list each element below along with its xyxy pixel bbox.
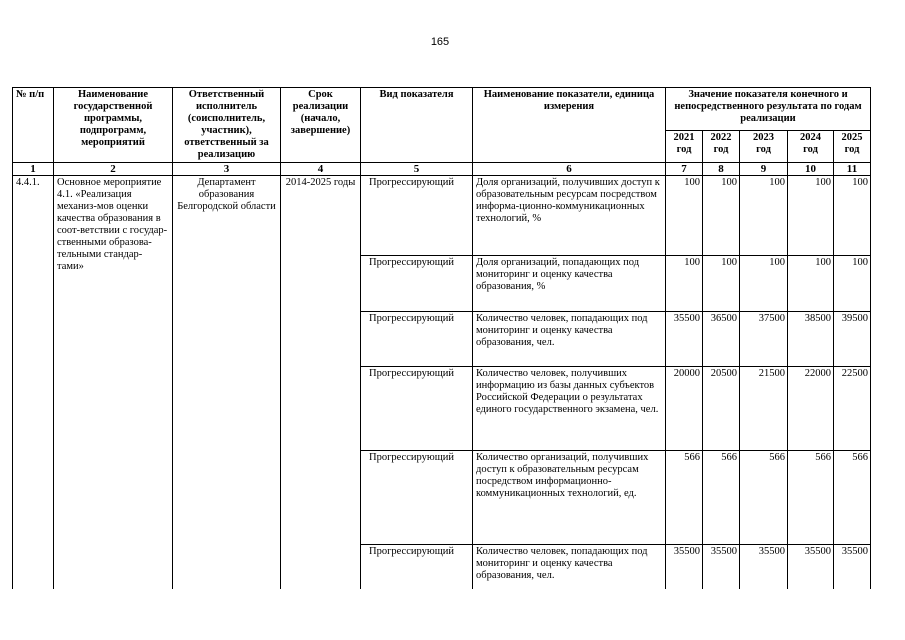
indicator-value: 22000	[788, 367, 834, 451]
indicator-value: 35500	[788, 545, 834, 589]
indicator-kind: Прогрессирующий	[361, 367, 473, 451]
item-name: Основное мероприятие 4.1. «Реализация механиз-мов оценки качества образования в соот-ветствии с государ-ственными образова-тельными стандар-тами»	[54, 176, 173, 589]
indicators-table	[12, 87, 871, 589]
header-kind: Вид показателя	[361, 88, 473, 163]
indicator-name: Количество человек, попадающих под мониторинг и оценку качества образования, чел.	[473, 312, 666, 367]
header-year: 2025 год	[834, 131, 871, 163]
indicator-value: 100	[788, 176, 834, 256]
indicator-kind: Прогрессирующий	[361, 451, 473, 545]
indicator-value: 38500	[788, 312, 834, 367]
column-number: 2	[54, 163, 173, 176]
indicator-value: 100	[788, 256, 834, 312]
item-term: 2014-2025 годы	[281, 176, 361, 589]
header-year: 2024 год	[788, 131, 834, 163]
indicator-value: 566	[788, 451, 834, 545]
column-number: 6	[473, 163, 666, 176]
header-num: № п/п	[13, 88, 54, 163]
indicator-value: 566	[666, 451, 703, 545]
column-number: 9	[740, 163, 788, 176]
indicator-value: 35500	[666, 312, 703, 367]
indicator-value: 39500	[834, 312, 871, 367]
item-executor: Департамент образования Белгородской области	[173, 176, 281, 589]
item-number: 4.4.1.	[13, 176, 54, 589]
indicator-value: 100	[666, 176, 703, 256]
indicator-kind: Прогрессирующий	[361, 312, 473, 367]
indicator-name: Доля организаций, попадающих под мониторинг и оценку качества образования, %	[473, 256, 666, 312]
header-exec: Ответственный исполнитель (соисполнитель, участник), ответственный за реализацию	[173, 88, 281, 163]
indicator-value: 100	[666, 256, 703, 312]
column-number: 4	[281, 163, 361, 176]
header-name: Наименование государственной программы, подпрограмм, мероприятий	[54, 88, 173, 163]
table-row	[13, 176, 871, 256]
indicator-kind: Прогрессирующий	[361, 176, 473, 256]
indicator-value: 100	[740, 176, 788, 256]
indicator-value: 566	[740, 451, 788, 545]
indicator-value: 35500	[834, 545, 871, 589]
indicator-kind: Прогрессирующий	[361, 256, 473, 312]
column-number: 10	[788, 163, 834, 176]
indicator-value: 100	[740, 256, 788, 312]
indicator-name: Количество человек, попадающих под мониторинг и оценку качества образования, чел.	[473, 545, 666, 589]
column-number: 8	[703, 163, 740, 176]
indicator-value: 35500	[666, 545, 703, 589]
indicator-name: Количество организаций, получивших доступ к образовательным ресурсам посредством информационно-коммуникационных технологий, ед.	[473, 451, 666, 545]
header-year: 2022 год	[703, 131, 740, 163]
indicator-value: 100	[703, 256, 740, 312]
indicator-value: 100	[834, 256, 871, 312]
indicator-value: 566	[834, 451, 871, 545]
column-number: 3	[173, 163, 281, 176]
page-number: 165	[430, 36, 450, 48]
header-term: Срок реализации (начало, завершение)	[281, 88, 361, 163]
indicator-kind: Прогрессирующий	[361, 545, 473, 589]
header-year: 2023 год	[740, 131, 788, 163]
indicator-value: 36500	[703, 312, 740, 367]
indicator-value: 100	[834, 176, 871, 256]
column-number: 11	[834, 163, 871, 176]
indicator-value: 22500	[834, 367, 871, 451]
column-number: 5	[361, 163, 473, 176]
indicator-name: Количество человек, получивших информацию из базы данных субъектов Российской Федерации о результатах единого государственного экзамена, чел.	[473, 367, 666, 451]
column-number: 1	[13, 163, 54, 176]
indicator-name: Доля организаций, получивших доступ к образовательным ресурсам посредством информа-ционно-коммуникационных технологий, %	[473, 176, 666, 256]
indicator-value: 37500	[740, 312, 788, 367]
column-number: 7	[666, 163, 703, 176]
indicator-value: 100	[703, 176, 740, 256]
indicator-value: 20500	[703, 367, 740, 451]
header-indicator: Наименование показатели, единица измерения	[473, 88, 666, 163]
header-year: 2021 год	[666, 131, 703, 163]
indicator-value: 566	[703, 451, 740, 545]
indicator-value: 35500	[703, 545, 740, 589]
indicator-value: 35500	[740, 545, 788, 589]
indicator-value: 20000	[666, 367, 703, 451]
column-numbers-row	[13, 163, 871, 176]
indicator-value: 21500	[740, 367, 788, 451]
header-values: Значение показателя конечного и непосредственного результата по годам реализации	[666, 88, 871, 131]
